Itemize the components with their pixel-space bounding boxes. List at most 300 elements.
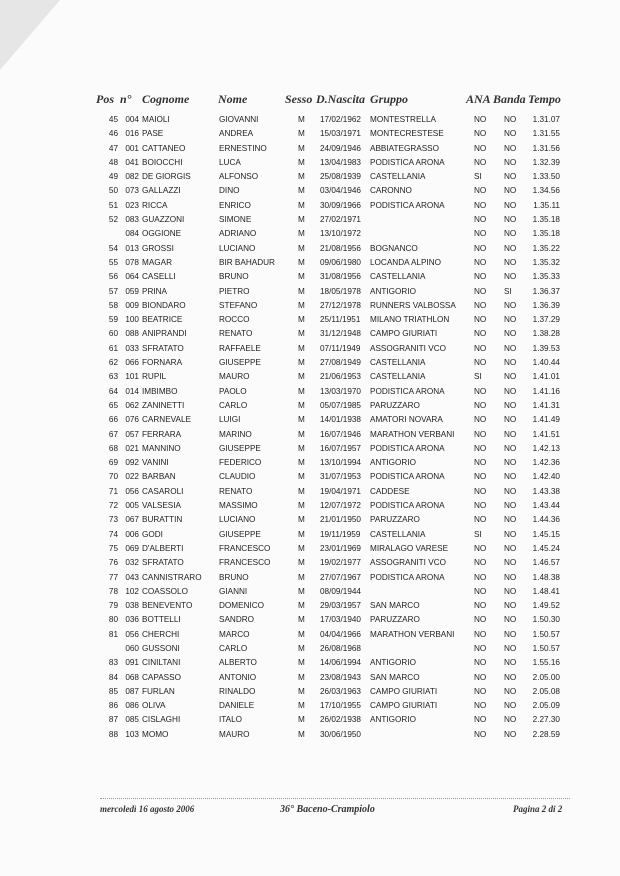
cell-surname: OGGIONE [142, 229, 182, 239]
cell-time: 1.35.33 [532, 272, 560, 282]
cell-banda: NO [504, 686, 517, 696]
cell-surname: ZANINETTI [142, 400, 185, 410]
cell-birth-date: 21/01/1950 [320, 515, 361, 525]
cell-time: 1.44.36 [532, 515, 560, 525]
cell-ana: NO [474, 243, 487, 253]
cell-sex: M [298, 186, 305, 196]
table-row [0, 241, 620, 255]
cell-bib-number: 004 [125, 115, 139, 124]
cell-banda: NO [504, 715, 517, 725]
cell-pos: 74 [108, 529, 118, 539]
header-pos: Pos [96, 92, 114, 106]
cell-first-name: ALBERTO [219, 658, 257, 668]
table-row [0, 427, 620, 441]
cell-first-name: SANDRO [219, 615, 255, 625]
cell-birth-date: 27/07/1967 [320, 572, 361, 582]
table-row [0, 355, 620, 369]
cell-time: 1.32.39 [532, 157, 560, 167]
table-row [0, 155, 620, 169]
cell-first-name: ENRICO [219, 200, 251, 210]
cell-pos: 52 [108, 215, 118, 225]
cell-ana: NO [474, 215, 487, 225]
cell-bib-number: 102 [125, 586, 139, 596]
cell-ana: NO [474, 400, 487, 410]
folded-corner [0, 0, 60, 70]
cell-group: MARATHON VERBANI [370, 429, 455, 439]
cell-birth-date: 07/11/1949 [320, 343, 361, 353]
cell-pos: 65 [108, 400, 118, 410]
cell-sex: M [298, 515, 305, 525]
cell-time: 1.40.44 [532, 358, 560, 368]
cell-time: 1.41.01 [532, 372, 560, 382]
cell-surname: CINILTANI [142, 658, 181, 668]
cell-ana: NO [474, 415, 487, 425]
cell-surname: CANNISTRARO [142, 572, 202, 582]
cell-sex: M [298, 200, 305, 210]
header-tempo: Tempo [528, 92, 561, 106]
cell-first-name: ADRIANO [219, 229, 257, 239]
cell-first-name: PAOLO [219, 386, 247, 396]
cell-sex: M [298, 243, 305, 253]
cell-group: BOGNANCO [370, 243, 418, 253]
table-row [0, 698, 620, 712]
cell-pos: 69 [108, 458, 118, 468]
cell-ana: NO [474, 157, 487, 167]
cell-first-name: PIETRO [219, 286, 250, 296]
table-row [0, 269, 620, 283]
cell-first-name: FRANCESCO [219, 543, 271, 553]
cell-time: 1.35.11 [533, 200, 560, 210]
cell-time: 1.31.55 [532, 129, 560, 139]
cell-surname: FERRARA [142, 429, 182, 439]
cell-ana: NO [474, 658, 487, 668]
cell-ana: NO [474, 329, 487, 339]
table-row [0, 298, 620, 312]
table-row [0, 612, 620, 626]
cell-sex: M [298, 229, 305, 239]
cell-surname: ANIPRANDI [142, 329, 187, 339]
cell-sex: M [298, 300, 305, 310]
cell-banda: NO [504, 415, 517, 425]
cell-group: CAMPO GIURIATI [370, 329, 438, 339]
cell-ana: SI [474, 172, 482, 182]
cell-surname: GODI [142, 529, 163, 539]
cell-birth-date: 18/05/1978 [320, 286, 361, 296]
cell-pos: 84 [108, 672, 118, 682]
cell-birth-date: 08/09/1944 [320, 586, 361, 596]
cell-first-name: GIUSEPPE [219, 443, 261, 453]
cell-surname: MOMO [142, 729, 169, 739]
cell-surname: CARNEVALE [142, 415, 191, 425]
cell-bib-number: 022 [125, 472, 139, 482]
cell-first-name: RENATO [219, 329, 253, 339]
footer-rule [100, 798, 570, 799]
cell-first-name: FEDERICO [219, 458, 262, 468]
cell-banda: NO [504, 200, 517, 210]
table-row [0, 341, 620, 355]
cell-birth-date: 16/07/1957 [320, 443, 361, 453]
cell-bib-number: 006 [125, 529, 139, 539]
cell-surname: OLIVA [142, 701, 166, 711]
cell-first-name: LUCA [219, 157, 241, 167]
table-row [0, 641, 620, 655]
cell-time: 1.48.41 [532, 586, 560, 596]
cell-sex: M [298, 601, 305, 611]
cell-surname: CHERCHI [142, 629, 180, 639]
cell-banda: NO [504, 429, 517, 439]
cell-ana: NO [474, 257, 487, 267]
cell-bib-number: 021 [125, 443, 139, 453]
cell-birth-date: 19/11/1959 [320, 529, 361, 539]
cell-banda: NO [504, 586, 517, 596]
cell-pos: 80 [108, 615, 118, 625]
cell-pos: 62 [108, 358, 118, 368]
table-row [0, 369, 620, 383]
cell-birth-date: 21/06/1953 [320, 372, 361, 382]
cell-sex: M [298, 143, 305, 153]
cell-time: 1.35.22 [532, 243, 560, 253]
cell-group: PARUZZARO [370, 615, 420, 625]
cell-group: ASSOGRANITI VCO [370, 343, 446, 353]
cell-banda: NO [504, 186, 517, 196]
cell-time: 1.43.38 [532, 486, 560, 496]
cell-ana: NO [474, 515, 487, 525]
cell-sex: M [298, 115, 305, 124]
cell-sex: M [298, 343, 305, 353]
cell-group: CASTELLANIA [370, 172, 426, 182]
cell-ana: NO [474, 472, 487, 482]
cell-bib-number: 101 [125, 372, 139, 382]
cell-ana: NO [474, 143, 487, 153]
cell-pos: 72 [108, 501, 118, 511]
cell-sex: M [298, 415, 305, 425]
cell-time: 1.42.40 [532, 472, 560, 482]
cell-group: PODISTICA ARONA [370, 386, 445, 396]
cell-banda: NO [504, 257, 517, 267]
cell-first-name: GIOVANNI [219, 115, 259, 124]
cell-time: 2.27.30 [532, 715, 560, 725]
cell-sex: M [298, 429, 305, 439]
cell-birth-date: 23/08/1943 [320, 672, 361, 682]
cell-first-name: ERNESTINO [219, 143, 267, 153]
cell-group: CASTELLANIA [370, 358, 426, 368]
cell-banda: NO [504, 329, 517, 339]
cell-ana: NO [474, 286, 487, 296]
cell-bib-number: 060 [125, 643, 139, 653]
cell-ana: NO [474, 586, 487, 596]
cell-group: CAMPO GIURIATI [370, 701, 438, 711]
cell-time: 1.39.53 [532, 343, 560, 353]
cell-birth-date: 09/06/1980 [320, 257, 361, 267]
cell-ana: NO [474, 686, 487, 696]
cell-group: CASTELLANIA [370, 372, 426, 382]
cell-birth-date: 31/12/1948 [320, 329, 361, 339]
cell-sex: M [298, 543, 305, 553]
cell-group: ABBIATEGRASSO [370, 143, 440, 153]
cell-first-name: CARLO [219, 643, 248, 653]
cell-first-name: ITALO [219, 715, 243, 725]
cell-first-name: MASSIMO [219, 501, 258, 511]
cell-birth-date: 31/08/1956 [320, 272, 361, 282]
cell-sex: M [298, 701, 305, 711]
cell-first-name: DANIELE [219, 701, 255, 711]
cell-birth-date: 17/03/1940 [320, 615, 361, 625]
cell-sex: M [298, 458, 305, 468]
cell-ana: NO [474, 486, 487, 496]
cell-ana: NO [474, 672, 487, 682]
cell-pos: 61 [108, 343, 118, 353]
cell-ana: NO [474, 386, 487, 396]
cell-ana: NO [474, 615, 487, 625]
cell-birth-date: 13/10/1994 [320, 458, 361, 468]
cell-time: 1.42.36 [532, 458, 560, 468]
cell-time: 1.31.56 [532, 143, 560, 153]
cell-banda: NO [504, 215, 517, 225]
cell-banda: NO [504, 172, 517, 182]
cell-group: ANTIGORIO [370, 658, 416, 668]
cell-sex: M [298, 501, 305, 511]
cell-surname: GALLAZZI [142, 186, 181, 196]
cell-pos: 85 [108, 686, 118, 696]
cell-group: SAN MARCO [370, 601, 420, 611]
cell-bib-number: 073 [125, 186, 139, 196]
cell-time: 2.05.09 [532, 701, 560, 711]
cell-banda: SI [504, 286, 512, 296]
cell-birth-date: 17/10/1955 [320, 701, 361, 711]
cell-sex: M [298, 315, 305, 325]
footer-page: Pagina 2 di 2 [513, 804, 563, 814]
cell-ana: NO [474, 629, 487, 639]
cell-surname: CATTANEO [142, 143, 186, 153]
cell-ana: NO [474, 200, 487, 210]
cell-time: 1.35.18 [532, 229, 560, 239]
cell-first-name: GIUSEPPE [219, 358, 261, 368]
cell-time: 1.50.57 [532, 643, 560, 653]
cell-time: 1.31.07 [532, 115, 560, 124]
cell-banda: NO [504, 658, 517, 668]
cell-banda: NO [504, 643, 517, 653]
cell-sex: M [298, 529, 305, 539]
cell-sex: M [298, 615, 305, 625]
cell-bib-number: 059 [125, 286, 139, 296]
table-row [0, 326, 620, 340]
cell-bib-number: 083 [125, 215, 139, 225]
cell-birth-date: 30/09/1966 [320, 200, 361, 210]
cell-bib-number: 064 [125, 272, 139, 282]
cell-sex: M [298, 172, 305, 182]
cell-ana: SI [474, 372, 482, 382]
cell-first-name: RINALDO [219, 686, 256, 696]
cell-bib-number: 088 [125, 329, 139, 339]
cell-time: 1.35.18 [532, 215, 560, 225]
cell-ana: NO [474, 115, 487, 124]
cell-bib-number: 014 [125, 386, 139, 396]
cell-pos: 49 [108, 172, 118, 182]
cell-first-name: LUIGI [219, 415, 241, 425]
cell-banda: NO [504, 529, 517, 539]
table-row [0, 412, 620, 426]
cell-surname: FORNARA [142, 358, 183, 368]
cell-pos: 68 [108, 443, 118, 453]
cell-ana: NO [474, 715, 487, 725]
cell-group: PARUZZARO [370, 515, 420, 525]
cell-sex: M [298, 286, 305, 296]
header-nome: Nome [218, 92, 248, 106]
cell-sex: M [298, 472, 305, 482]
cell-pos: 70 [108, 472, 118, 482]
cell-surname: MANNINO [142, 443, 181, 453]
cell-time: 1.45.15 [532, 529, 560, 539]
cell-pos: 58 [108, 300, 118, 310]
cell-surname: GROSSI [142, 243, 174, 253]
cell-first-name: MAURO [219, 372, 250, 382]
cell-ana: NO [474, 701, 487, 711]
table-row [0, 712, 620, 726]
cell-ana: NO [474, 501, 487, 511]
table-row [0, 627, 620, 641]
table-row [0, 670, 620, 684]
cell-ana: NO [474, 572, 487, 582]
table-row [0, 384, 620, 398]
header-num: n° [120, 92, 132, 106]
cell-surname: RUPIL [142, 372, 167, 382]
cell-bib-number: 086 [125, 701, 139, 711]
cell-time: 1.35.32 [532, 257, 560, 267]
cell-surname: VANINI [142, 458, 169, 468]
header-nascita: D.Nascita [316, 92, 365, 106]
cell-birth-date: 16/07/1946 [320, 429, 361, 439]
cell-first-name: BRUNO [219, 272, 249, 282]
cell-banda: NO [504, 629, 517, 639]
cell-sex: M [298, 643, 305, 653]
table-row [0, 555, 620, 569]
cell-first-name: ANTONIO [219, 672, 257, 682]
cell-sex: M [298, 686, 305, 696]
cell-banda: NO [504, 129, 517, 139]
cell-birth-date: 13/03/1970 [320, 386, 361, 396]
cell-bib-number: 092 [125, 458, 139, 468]
cell-banda: NO [504, 315, 517, 325]
cell-sex: M [298, 272, 305, 282]
cell-pos: 79 [108, 601, 118, 611]
cell-surname: CISLAGHI [142, 715, 181, 725]
cell-surname: GUSSONI [142, 643, 180, 653]
cell-group: MILANO TRIATHLON [370, 315, 450, 325]
cell-first-name: RENATO [219, 486, 253, 496]
cell-first-name: ANDREA [219, 129, 254, 139]
cell-sex: M [298, 400, 305, 410]
cell-bib-number: 085 [125, 715, 139, 725]
cell-birth-date: 15/03/1971 [320, 129, 361, 139]
cell-pos: 59 [108, 315, 118, 325]
cell-banda: NO [504, 386, 517, 396]
cell-bib-number: 001 [125, 143, 139, 153]
cell-birth-date: 17/02/1962 [320, 115, 361, 124]
cell-first-name: MARCO [219, 629, 250, 639]
cell-ana: NO [474, 300, 487, 310]
cell-bib-number: 032 [125, 558, 139, 568]
cell-pos: 46 [108, 129, 118, 139]
cell-first-name: GIANNI [219, 586, 248, 596]
cell-time: 1.45.24 [532, 543, 560, 553]
cell-time: 1.55.16 [532, 658, 560, 668]
cell-banda: NO [504, 115, 517, 124]
cell-surname: BIONDARO [142, 300, 186, 310]
cell-first-name: LUCIANO [219, 515, 256, 525]
cell-first-name: DINO [219, 186, 240, 196]
cell-surname: BOTTELLI [142, 615, 181, 625]
cell-first-name: ROCCO [219, 315, 250, 325]
cell-group: MARATHON VERBANI [370, 629, 455, 639]
cell-pos: 71 [108, 486, 118, 496]
cell-birth-date: 31/07/1953 [320, 472, 361, 482]
cell-ana: NO [474, 643, 487, 653]
cell-birth-date: 25/11/1951 [320, 315, 361, 325]
cell-sex: M [298, 215, 305, 225]
cell-pos: 75 [108, 543, 118, 553]
header-cognome: Cognome [142, 92, 190, 106]
table-header [0, 92, 620, 112]
cell-banda: NO [504, 400, 517, 410]
cell-surname: BENEVENTO [142, 601, 193, 611]
header-banda: Banda [493, 92, 526, 106]
cell-group: CARONNO [370, 186, 412, 196]
cell-ana: NO [474, 129, 487, 139]
cell-birth-date: 19/04/1971 [320, 486, 361, 496]
cell-time: 1.43.44 [532, 501, 560, 511]
cell-sex: M [298, 157, 305, 167]
cell-surname: CASAROLI [142, 486, 184, 496]
results-table [0, 112, 620, 741]
cell-first-name: BRUNO [219, 572, 249, 582]
cell-group: AMATORI NOVARA [370, 415, 443, 425]
footer-event: 36° Baceno-Crampiolo [280, 804, 375, 815]
cell-pos: 56 [108, 272, 118, 282]
cell-ana: NO [474, 343, 487, 353]
cell-birth-date: 13/04/1983 [320, 157, 361, 167]
table-row [0, 727, 620, 741]
cell-sex: M [298, 572, 305, 582]
cell-surname: BURATTIN [142, 515, 183, 525]
cell-bib-number: 103 [125, 729, 139, 739]
cell-bib-number: 056 [125, 486, 139, 496]
cell-group: PODISTICA ARONA [370, 501, 445, 511]
cell-first-name: CLAUDIO [219, 472, 256, 482]
cell-first-name: MARINO [219, 429, 252, 439]
cell-ana: NO [474, 558, 487, 568]
cell-banda: NO [504, 300, 517, 310]
table-row [0, 684, 620, 698]
cell-group: CASTELLANIA [370, 272, 426, 282]
cell-banda: NO [504, 701, 517, 711]
cell-pos: 57 [108, 286, 118, 296]
footer-date: mercoledì 16 agosto 2006 [100, 804, 195, 814]
cell-banda: NO [504, 443, 517, 453]
cell-first-name: DOMENICO [219, 601, 265, 611]
table-row [0, 255, 620, 269]
cell-pos: 73 [108, 515, 118, 525]
cell-group: PODISTICA ARONA [370, 443, 445, 453]
cell-group: PODISTICA ARONA [370, 157, 445, 167]
cell-sex: M [298, 329, 305, 339]
cell-group: MONTESTRELLA [370, 115, 436, 124]
cell-birth-date: 26/08/1968 [320, 643, 361, 653]
cell-first-name: STEFANO [219, 300, 258, 310]
table-row [0, 498, 620, 512]
table-row [0, 198, 620, 212]
cell-first-name: GIUSEPPE [219, 529, 261, 539]
table-row [0, 183, 620, 197]
